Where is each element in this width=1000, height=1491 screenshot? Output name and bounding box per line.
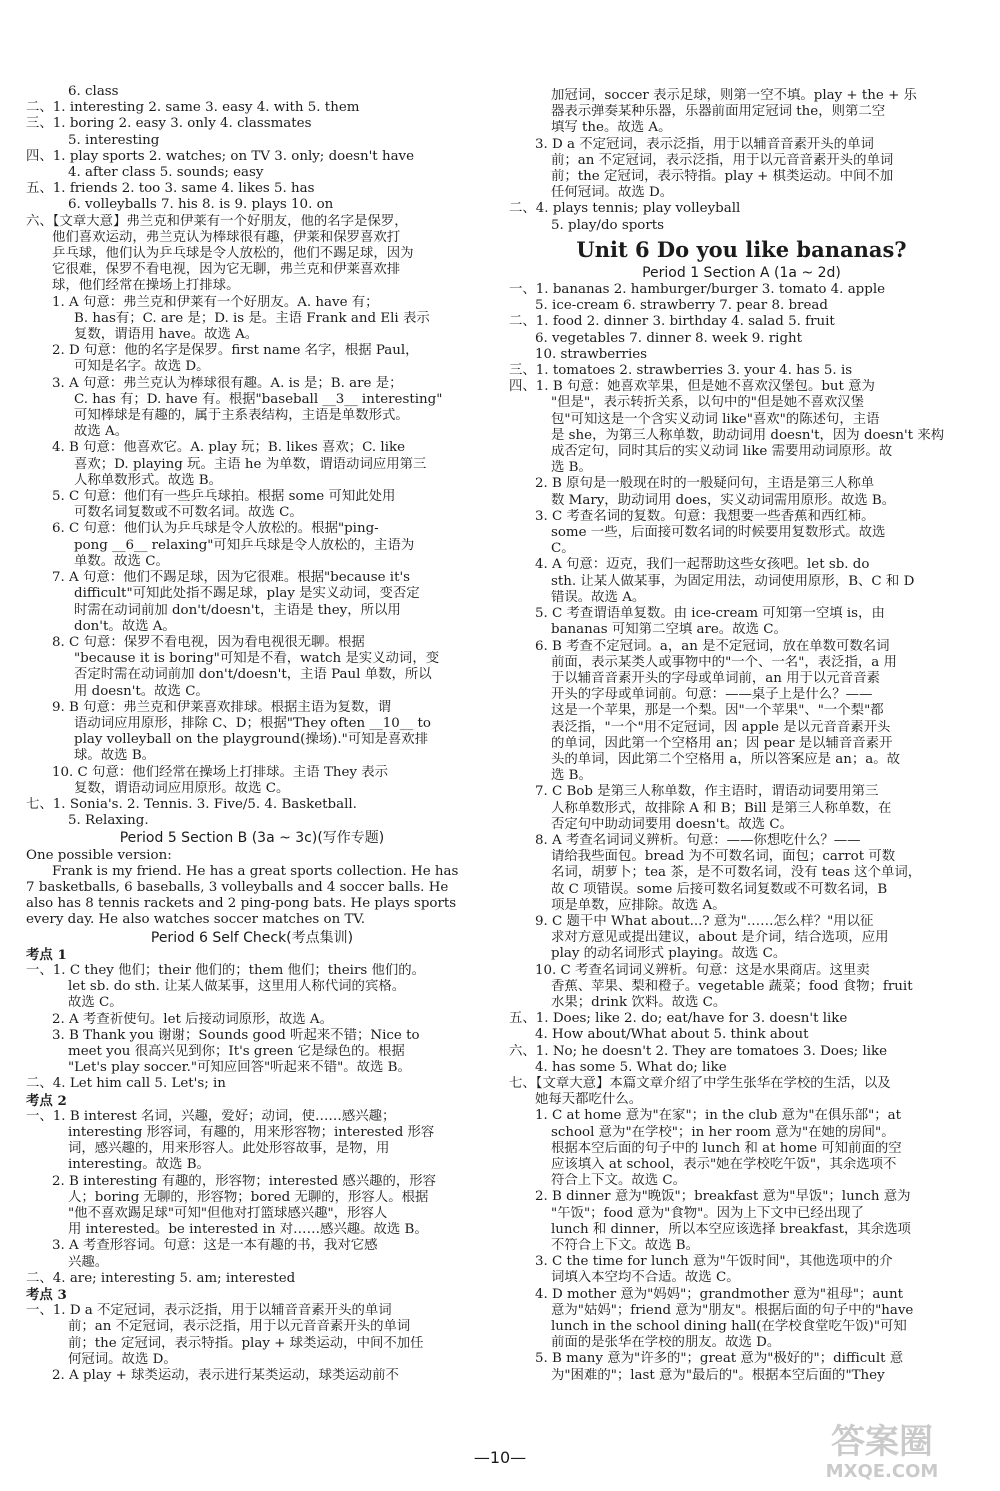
text-line: 4. B 句意：他喜欢它。A. play 玩；B. likes 喜欢；C. like <box>52 440 406 456</box>
text-line: C. has 有；D. have 有。根据"baseball __3__ interesting" <box>74 391 443 407</box>
text-line: 三、1. tomatoes 2. strawberries 3. your 4. has 5. is <box>509 363 853 379</box>
text-line: 符合上下文。故选 C。 <box>551 1173 687 1189</box>
text-line: 乒乓球，他们认为乒乓球是令人放松的，他们不踢足球，因为 <box>52 246 414 262</box>
watermark-sub: MXQE.COM <box>825 1461 939 1482</box>
text-line: 8. A 考查名词词义辨析。句意：——你想吃什么？—— <box>535 832 861 848</box>
text-line: "午饭"；food 意为"食物"。因为上下文中已经出现了 <box>551 1205 864 1221</box>
text-line: 一、1. D a 不定冠词，表示泛指，用于以辅音音素开头的单词 <box>26 1303 392 1319</box>
text-line: 6. vegetables 7. dinner 8. week 9. right <box>535 330 803 346</box>
left-answers-block <box>26 84 478 829</box>
text-line: 6. B 考查不定冠词。a，an 是不定冠词，放在单数可数名词 <box>535 638 890 654</box>
text-line: 10. strawberries <box>535 346 648 362</box>
text-line: lunch 和 dinner，所以本空应该选择 breakfast，其余选项 <box>551 1221 911 1237</box>
text-line: 错误。故选 A。 <box>551 589 646 605</box>
text-line: play volleyball on the playground(操场)."可知是喜欢排 <box>74 732 429 748</box>
text-line: 六、【文章大意】弗兰克和伊莱有一个好朋友，他的名字是保罗， <box>26 213 408 229</box>
text-line: bananas 可知第二空填 are。故选 C。 <box>551 622 787 638</box>
text-line: 1. C at home 意为"在家"；in the club 意为"在俱乐部"；at <box>535 1108 901 1124</box>
text-line: 4. How about/What about 5. think about <box>535 1027 809 1043</box>
text-line: 成否定句，同时其后的实义动词 like 需要用动词原形。故 <box>551 444 893 460</box>
text-line: 七、1. Sonia's. 2. Tennis. 3. Five/5. 4. Basketball. <box>26 796 357 812</box>
writing-intro: One possible version: <box>26 847 172 863</box>
text-line: 这是一个苹果，那是一个梨。因"一个苹果"、"一个梨"都 <box>551 703 884 719</box>
text-line: 5. Relaxing. <box>68 813 149 829</box>
text-line: 可知是名字。故选 D。 <box>74 359 210 375</box>
text-line: 一、1. bananas 2. hamburger/burger 3. tomato 4. apple <box>509 282 886 298</box>
text-line: 六、1. No; he doesn't 2. They are tomatoes 3. Does; like <box>509 1043 888 1059</box>
text-line: 五、1. Does; like 2. do; eat/have for 3. doesn't like <box>509 1011 848 1027</box>
text-line: meet you 很高兴见到你；It's green 它是绿色的。根据 <box>68 1043 405 1059</box>
text-line: 不符合上下文。故选 B。 <box>551 1238 700 1254</box>
text-line: 9. C 题干中 What about...? 意为"……怎么样？"用以征 <box>535 913 874 929</box>
text-line: 选 B。 <box>551 768 592 784</box>
text-line: 6. class <box>68 84 119 99</box>
text-line: 4. after class 5. sounds; easy <box>68 165 264 181</box>
text-line: 二、1. food 2. dinner 3. birthday 4. salad 5. fruit <box>509 314 835 330</box>
text-line: 5. B many 意为"许多的"；great 意为"极好的"；difficult 意 <box>535 1351 904 1367</box>
text-line: 前；an 不定冠词，表示泛指，用于以元音音素开头的单词 <box>68 1319 411 1335</box>
text-line: 2. D 句意：他的名字是保罗。first name 名字，根据 Paul， <box>52 343 419 359</box>
text-line: 可数名词复数或不可数名词。故选 C。 <box>74 505 303 521</box>
text-line: 三、1. boring 2. easy 3. only 4. classmates <box>26 116 312 132</box>
text-line: don't。故选 A。 <box>74 618 176 634</box>
text-line: 考点 1 <box>26 946 67 963</box>
text-line: 考点 3 <box>26 1287 67 1304</box>
text-line: 3. A 句意：弗兰克认为棒球很有趣。A. is 是；B. are 是； <box>52 375 403 391</box>
text-line: 单数。故选 C。 <box>74 553 169 569</box>
text-line: 4. D mother 意为"妈妈"；grandmother 意为"祖母"；aunt <box>535 1286 904 1302</box>
text-line: 名词，胡萝卜；tea 茶，是不可数名词，没有 teas 这个单词， <box>551 865 922 881</box>
text-line: 考点 2 <box>26 1092 67 1109</box>
text-line: 语动词应用原形，排除 C、D；根据"They often __10__ to <box>74 715 431 731</box>
text-line: 6. volleyballs 7. his 8. is 9. plays 10. on <box>68 197 334 213</box>
text-line: 可知棒球是有趣的，属于主系表结构，主语是单数形式。 <box>74 408 409 424</box>
text-line: 二、4. plays tennis; play volleyball <box>509 201 741 217</box>
text-line: 3. D a 不定冠词，表示泛指，用于以辅音音素开头的单词 <box>535 136 874 152</box>
text-line: 10. C 考查名词词义辨析。句意：这是水果商店。这里卖 <box>535 962 870 978</box>
watermark-logo <box>782 1413 982 1483</box>
right-column <box>509 88 974 1384</box>
unit-title: Unit 6 Do you like bananas? <box>576 236 907 262</box>
text-line: 故选 A。 <box>74 424 129 440</box>
text-line: 于以辅音音素开头的字母或单词前，an 用于以元音音素 <box>551 670 880 686</box>
text-line: lunch in the school dining hall(在学校食堂吃午饭)"可知 <box>551 1319 907 1335</box>
text-line: 9. B 句意：弗兰克和伊莱喜欢排球。根据主语为复数，谓 <box>52 699 392 715</box>
text-line: 2. B 原句是一般现在时的一般疑问句，主语是第三人称单 <box>535 476 875 492</box>
text-line: 4. A 句意：迈克，我们一起帮助这些女孩吧。let sb. do <box>535 557 870 573</box>
text-line: 3. C 考查名词的复数。句意：我想要一些香蕉和西红柿。 <box>535 508 875 524</box>
text-line: 4. has some 5. What do; like <box>535 1059 727 1075</box>
text-line: school 意为"在学校"；in her room 意为"在她的房间"。 <box>551 1124 895 1140</box>
unit6-answers-block <box>509 282 974 1384</box>
text-line: 8. C 句意：保罗不看电视，因为看电视很无聊。根据 <box>52 634 365 650</box>
text-line: 3. B Thank you 谢谢；Sounds good 听起来不错；Nice to <box>52 1027 420 1043</box>
text-line: B. has有；C. are 是；D. is 是。主语 Frank and Eli 表示 <box>74 310 430 326</box>
text-line: 6. C 句意：他们认为乒乓球是令人放松的。根据"ping- <box>52 521 379 537</box>
text-line: 2. B interesting 有趣的，形容物；interested 感兴趣的，形容 <box>52 1173 437 1189</box>
text-line: interesting。故选 B。 <box>68 1157 210 1173</box>
text-line: 的单词，因此第一个空格用 an；因 pear 是以辅音音素开 <box>551 735 893 751</box>
text-line: also has 8 tennis rackets and 2 ping-pong bats. He plays sports <box>26 896 457 912</box>
text-line: 开头的字母或单词前。句意：——桌子上是什么？—— <box>551 687 873 703</box>
text-line: 加冠词，soccer 表示足球，则第一空不填。play + the + 乐 <box>551 88 917 103</box>
text-line: 前；the 定冠词，表示特指。play + 棋类运动。中间不加 <box>551 169 894 185</box>
text-line: 请给我些面包。bread 为不可数名词，面包；carrot 可数 <box>551 849 896 865</box>
text-line: 选 B。 <box>551 460 592 476</box>
text-line: 否定句中助动词要用 doesn't。故选 C。 <box>551 816 793 832</box>
text-line: interesting 形容词，有趣的，用来形容物；interested 形容 <box>68 1125 435 1140</box>
text-line: 一、1. B interest 名词，兴趣，爱好；动词，使……感兴趣； <box>26 1108 396 1124</box>
text-line: 任何冠词。故选 D。 <box>551 185 674 201</box>
text-line: every day. He also watches soccer matches on TV. <box>26 912 366 928</box>
self-check-block <box>26 947 478 1384</box>
text-line: 香蕉、苹果、梨和橙子。vegetable 蔬菜；food 食物；fruit <box>551 978 913 994</box>
period1-heading: Period 1 Section A (1a ~ 2d) <box>642 264 841 281</box>
writing-sample <box>26 864 478 929</box>
text-line: 二、1. interesting 2. same 3. easy 4. with 5. them <box>26 100 360 116</box>
text-line: 喜欢；D. playing 玩。主语 he 为单数，谓语动词应用第三 <box>74 456 427 472</box>
text-line: 2. A play + 球类运动，表示进行某类运动，球类运动前不 <box>52 1368 399 1384</box>
text-line: 应该填入 at school，表示"她在学校吃午饭"，其余选项不 <box>551 1157 897 1172</box>
text-line: 否定时需在动词前加 don't/doesn't，主语 Paul 单数，所以 <box>74 667 432 683</box>
right-answers-block <box>509 88 974 234</box>
text-line: 它很难，保罗不看电视，因为它无聊，弗兰克和伊莱喜欢排 <box>52 262 401 278</box>
text-line: 5. C 句意：他们有一些乒乓球拍。根据 some 可知此处用 <box>52 489 396 505</box>
text-line: 头的单词，因此第二个空格用 a，所以答案应是 an；a。故 <box>551 751 901 767</box>
text-line: 填写 the。故选 A。 <box>551 120 672 136</box>
text-line: 何冠词。故选 D。 <box>68 1351 177 1367</box>
text-line: 器表示弹奏某种乐器，乐器前面用定冠词 the，则第二空 <box>551 104 886 120</box>
text-line: 水果；drink 饮料。故选 C。 <box>551 994 727 1010</box>
text-line: 5. ice-cream 6. strawberry 7. pear 8. bread <box>535 298 828 314</box>
text-line: 前面，表示某类人或事物中的"一个、一名"，表泛指，a 用 <box>551 654 897 670</box>
text-line: 5. play/do sports <box>551 217 664 233</box>
text-line: 词，感兴趣的，用来形容人。此处形容故事，是物，用 <box>68 1141 390 1157</box>
text-line: 包"可知这是一个含实义动词 like"喜欢"的陈述句，主语 <box>551 411 880 427</box>
text-line: 四、1. B 句意：她喜欢苹果，但是她不喜欢汉堡包。but 意为 <box>509 379 875 395</box>
text-line: some 一些，后面接可数名词的时候要用复数形式。故选 <box>551 525 886 541</box>
text-line: 她每天都吃什么。 <box>535 1092 643 1108</box>
text-line: "because it is boring"可知是不看，watch 是实义动词，变 <box>74 651 440 667</box>
text-line: 四、1. play sports 2. watches; on TV 3. only; doesn't have <box>26 148 415 164</box>
text-line: C。 <box>551 541 575 557</box>
text-line: 表泛指，"一个"用不定冠词，因 apple 是以元音音素开头 <box>551 719 891 735</box>
text-line: 五、1. friends 2. too 3. same 4. likes 5. has <box>26 181 315 197</box>
text-line: 7 basketballs, 6 baseballs, 3 volleyballs and 4 soccer balls. He <box>26 879 449 895</box>
text-line: 复数，谓语用 have。故选 A。 <box>74 327 259 343</box>
text-line: 7. C Bob 是第三人称单数，作主语时，谓语动词要用第三 <box>535 784 879 800</box>
text-line: 复数，谓语动词应用原形。故选 C。 <box>74 780 290 796</box>
text-line: 词填入本空均不合适。故选 C。 <box>551 1270 740 1286</box>
text-line: 项是单数，应排除。故选 A。 <box>551 897 726 913</box>
text-line: "Let's play soccer."可知应回答"听起来不错"。故选 B。 <box>68 1060 411 1076</box>
text-line: 球，他们经常在操场上打排球。 <box>52 278 240 294</box>
page-number: —10— <box>473 1448 527 1467</box>
text-line: 1. A 句意：弗兰克和伊莱有一个好朋友。A. have 有； <box>52 294 379 310</box>
text-line: 七、【文章大意】本篇文章介绍了中学生张华在学校的生活，以及 <box>509 1075 891 1091</box>
text-line: 前面的是张华在学校的朋友。故选 D。 <box>551 1335 781 1351</box>
text-line: 3. C the time for lunch 意为"午饭时间"，其他选项中的介 <box>535 1254 893 1270</box>
period6-heading: Period 6 Self Check(考点集训) <box>150 929 354 946</box>
text-line: 2. B dinner 意为"晚饭"；breakfast 意为"早饭"；lunch 意为 <box>535 1189 911 1205</box>
text-line: let sb. do sth. 让某人做某事，这里用人称代词的宾格。 <box>68 979 406 995</box>
text-line: 7. A 句意：他们不踢足球，因为它很难。根据"because it's <box>52 570 411 586</box>
text-line: 故 C 项错误。some 后接可数名词复数或不可数名词，B <box>551 881 888 897</box>
text-line: 人称单数形式。故选 B。 <box>74 472 223 488</box>
text-line: 用 interested。be interested in 对……感兴趣。故选 B。 <box>68 1222 428 1238</box>
left-column <box>26 84 478 1384</box>
text-line: 前；an 不定冠词，表示泛指，用于以元音音素开头的单词 <box>551 152 894 168</box>
text-line: Frank is my friend. He has a great sports collection. He has <box>52 863 459 879</box>
text-line: 二、4. Let him call 5. Let's; in <box>26 1076 226 1092</box>
period5-heading: Period 5 Section B (3a ~ 3c)(写作专题) <box>119 830 385 847</box>
text-line: 时需在动词前加 don't/doesn't，主语是 they，所以用 <box>74 602 401 618</box>
text-line: pong __6__ relaxing"可知乒乓球是令人放松的，主语为 <box>74 537 415 553</box>
text-line: 5. C 考查谓语单复数。由 ice-cream 可知第一空填 is，由 <box>535 606 885 622</box>
text-line: 他们喜欢运动，弗兰克认为棒球很有趣，伊莱和保罗喜欢打 <box>52 229 401 245</box>
text-line: 人；boring 无聊的，形容物；bored 无聊的，形容人。根据 <box>68 1189 429 1205</box>
text-line: 人称单数形式，故排除 A 和 B；Bill 是第三人称单数，在 <box>551 800 892 816</box>
text-line: difficult"可知此处指不踢足球，play 是实义动词，变否定 <box>74 586 420 602</box>
text-line: 一、1. C they 他们；their 他们的；them 他们；theirs 他们的。 <box>26 962 426 978</box>
text-line: 故选 C。 <box>68 995 123 1011</box>
text-line: 数 Mary，助动词用 does，实义动词需用原形。故选 B。 <box>551 492 896 508</box>
text-line: 是 she，为第三人称单数，助动词用 doesn't，因为 doesn't 来构 <box>551 427 945 443</box>
text-line: 用 doesn't。故选 C。 <box>74 683 209 699</box>
text-line: 二、4. are; interesting 5. am; interested <box>26 1270 296 1286</box>
watermark-main: 答案圈 <box>831 1422 933 1462</box>
text-line: 5. interesting <box>68 132 160 148</box>
text-line: "他不喜欢踢足球"可知"但他对打篮球感兴趣"，形容人 <box>68 1206 388 1222</box>
text-line: sth. 让某人做某事，为固定用法，动词使用原形，B、C 和 D <box>551 573 915 589</box>
text-line: 10. C 句意：他们经常在操场上打排球。主语 They 表示 <box>52 764 389 780</box>
text-line: 2. A 考查祈使句。let 后接动词原形，故选 A。 <box>52 1011 333 1027</box>
text-line: 根据本空后面的句子中的 lunch 和 at home 可知前面的空 <box>551 1140 902 1156</box>
text-line: 3. A 考查形容词。句意：这是一本有趣的书，我对它感 <box>52 1238 378 1254</box>
text-line: 球。故选 B。 <box>74 748 156 764</box>
text-line: 意为"姑妈"；friend 意为"朋友"。根据后面的句子中的"have <box>551 1302 914 1318</box>
text-line: 求对方意见或提出建议，about 是介词，结合选项，应用 <box>551 930 889 946</box>
text-line: play 的动名词形式 playing。故选 C。 <box>551 946 787 962</box>
text-line: 兴趣。 <box>68 1254 109 1270</box>
text-line: 为"困难的"；last 意为"最后的"。根据本空后面的"They <box>551 1367 885 1383</box>
text-line: 前；the 定冠词，表示特指。play + 球类运动，中间不加任 <box>68 1335 424 1351</box>
text-line: "但是"，表示转折关系，以句中的"但是她不喜欢汉堡 <box>551 395 865 411</box>
